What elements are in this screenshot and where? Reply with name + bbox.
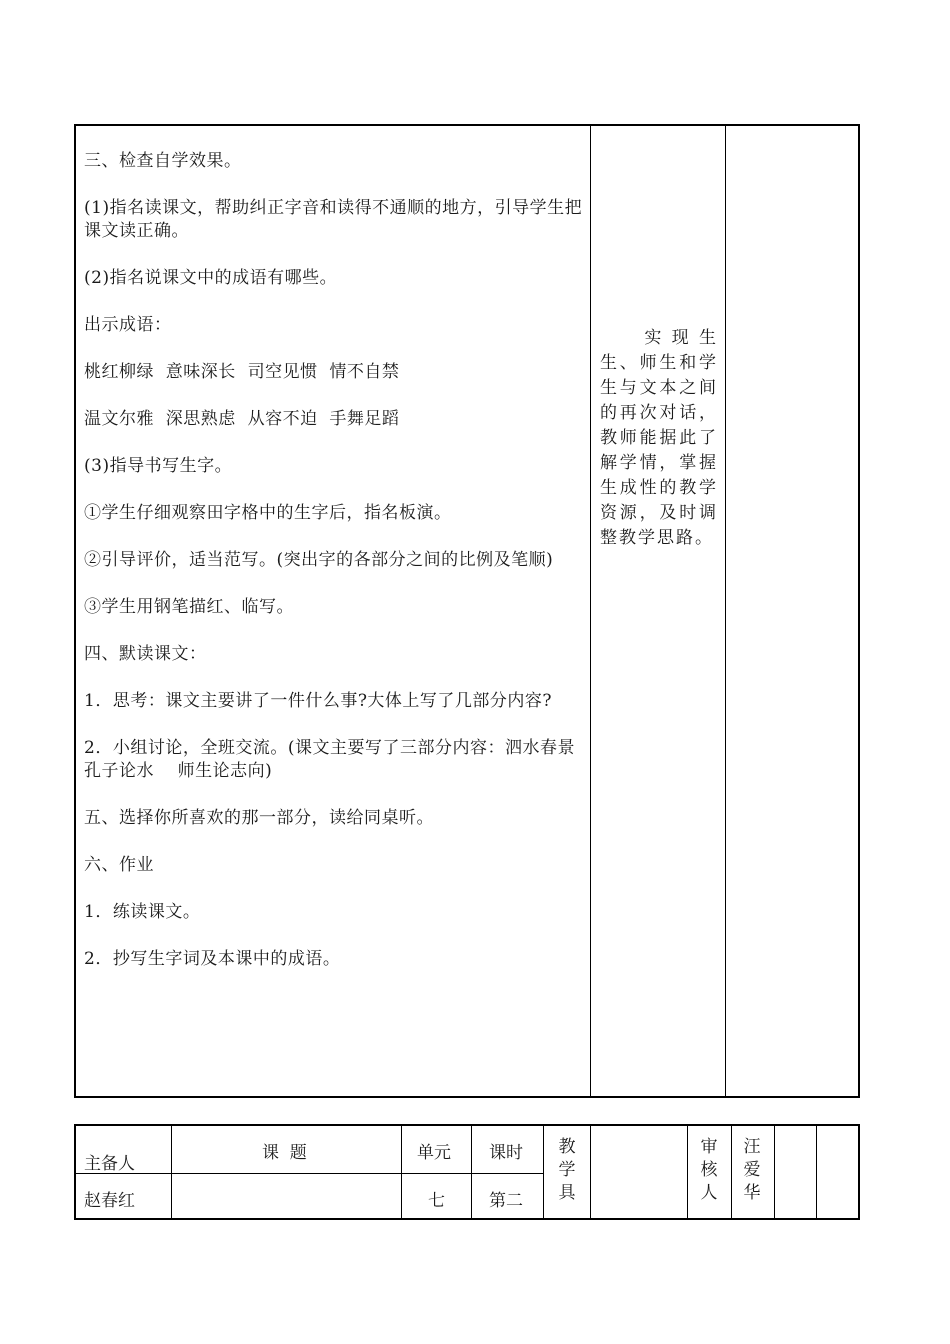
lesson-paragraph: 五、选择你所喜欢的那一部分，读给同桌听。	[84, 808, 434, 828]
reviewer-value	[742, 1136, 762, 1205]
topic-label: 课 题	[262, 1143, 307, 1163]
cell-divider	[590, 1126, 591, 1218]
period-value: 第二	[489, 1191, 523, 1211]
lesson-steps	[84, 150, 587, 995]
lesson-paragraph: 2．小组讨论，全班交流。(课文主要写了三部分内容：泗水春景 孔子论水 师生论志向)	[84, 738, 587, 781]
lesson-paragraph: ②引导评价，适当范写。(突出字的各部分之间的比例及笔顺)	[84, 550, 554, 570]
lesson-paragraph: (1)指名读课文，帮助纠正字音和读得不通顺的地方，引导学生把课文读正确。	[84, 198, 583, 241]
unit-value: 七	[428, 1191, 445, 1211]
lesson-paragraph: ③学生用钢笔描红、临写。	[84, 597, 294, 617]
cell-divider	[774, 1126, 775, 1218]
cell-divider	[816, 1126, 817, 1218]
design-note-text: 实现生生、师生和学生与文本之间的再次对话，教师能据此了解学情，掌握生成性的教学资源，及时调整教学思路。	[600, 328, 718, 548]
unit-label: 单元	[417, 1143, 451, 1163]
tools-label	[557, 1136, 577, 1205]
lesson-table	[74, 124, 860, 1098]
cell-divider	[401, 1126, 402, 1218]
reviewer-value-char: 爱	[743, 1160, 761, 1180]
cell-divider	[687, 1126, 688, 1218]
column-divider	[590, 126, 591, 1096]
reviewer-label	[699, 1136, 719, 1205]
design-intent	[600, 326, 718, 551]
reviewer-label-char: 核	[700, 1160, 718, 1180]
lesson-paragraph: (3)指导书写生字。	[84, 456, 233, 476]
cell-divider	[731, 1126, 732, 1218]
reviewer-label-char: 人	[700, 1183, 718, 1203]
lesson-paragraph: 1．思考：课文主要讲了一件什么事?大体上写了几部分内容?	[84, 691, 553, 711]
lesson-paragraph: 三、检查自学效果。	[84, 151, 242, 171]
idiom-row: 温文尔雅 深思熟虑 从容不迫 手舞足蹈	[84, 409, 400, 429]
cell-divider	[471, 1126, 472, 1218]
lesson-paragraph: ①学生仔细观察田字格中的生字后，指名板演。	[84, 503, 452, 523]
lesson-paragraph: (2)指名说课文中的成语有哪些。	[84, 268, 338, 288]
row-divider	[171, 1173, 543, 1174]
tools-label-char: 教	[558, 1137, 576, 1157]
lesson-paragraph: 1．练读课文。	[84, 902, 201, 922]
tools-label-char: 具	[558, 1183, 576, 1203]
lesson-paragraph: 出示成语：	[84, 315, 172, 335]
lesson-paragraph: 六、作业	[84, 855, 154, 875]
cell-divider	[543, 1126, 544, 1218]
period-label: 课时	[489, 1143, 523, 1163]
tools-label-char: 学	[558, 1160, 576, 1180]
reviewer-label-char: 审	[700, 1137, 718, 1157]
lesson-paragraph: 2．抄写生字词及本课中的成语。	[84, 949, 341, 969]
lesson-paragraph: 四、默读课文：	[84, 644, 207, 664]
column-divider	[725, 126, 726, 1096]
preparer-label: 主备人	[84, 1154, 135, 1174]
reviewer-value-char: 华	[743, 1183, 761, 1203]
info-table	[74, 1124, 860, 1220]
preparer-value: 赵春红	[84, 1191, 135, 1211]
reviewer-value-char: 汪	[743, 1137, 761, 1157]
cell-divider	[171, 1126, 172, 1218]
idiom-row: 桃红柳绿 意味深长 司空见惯 情不自禁	[84, 362, 400, 382]
